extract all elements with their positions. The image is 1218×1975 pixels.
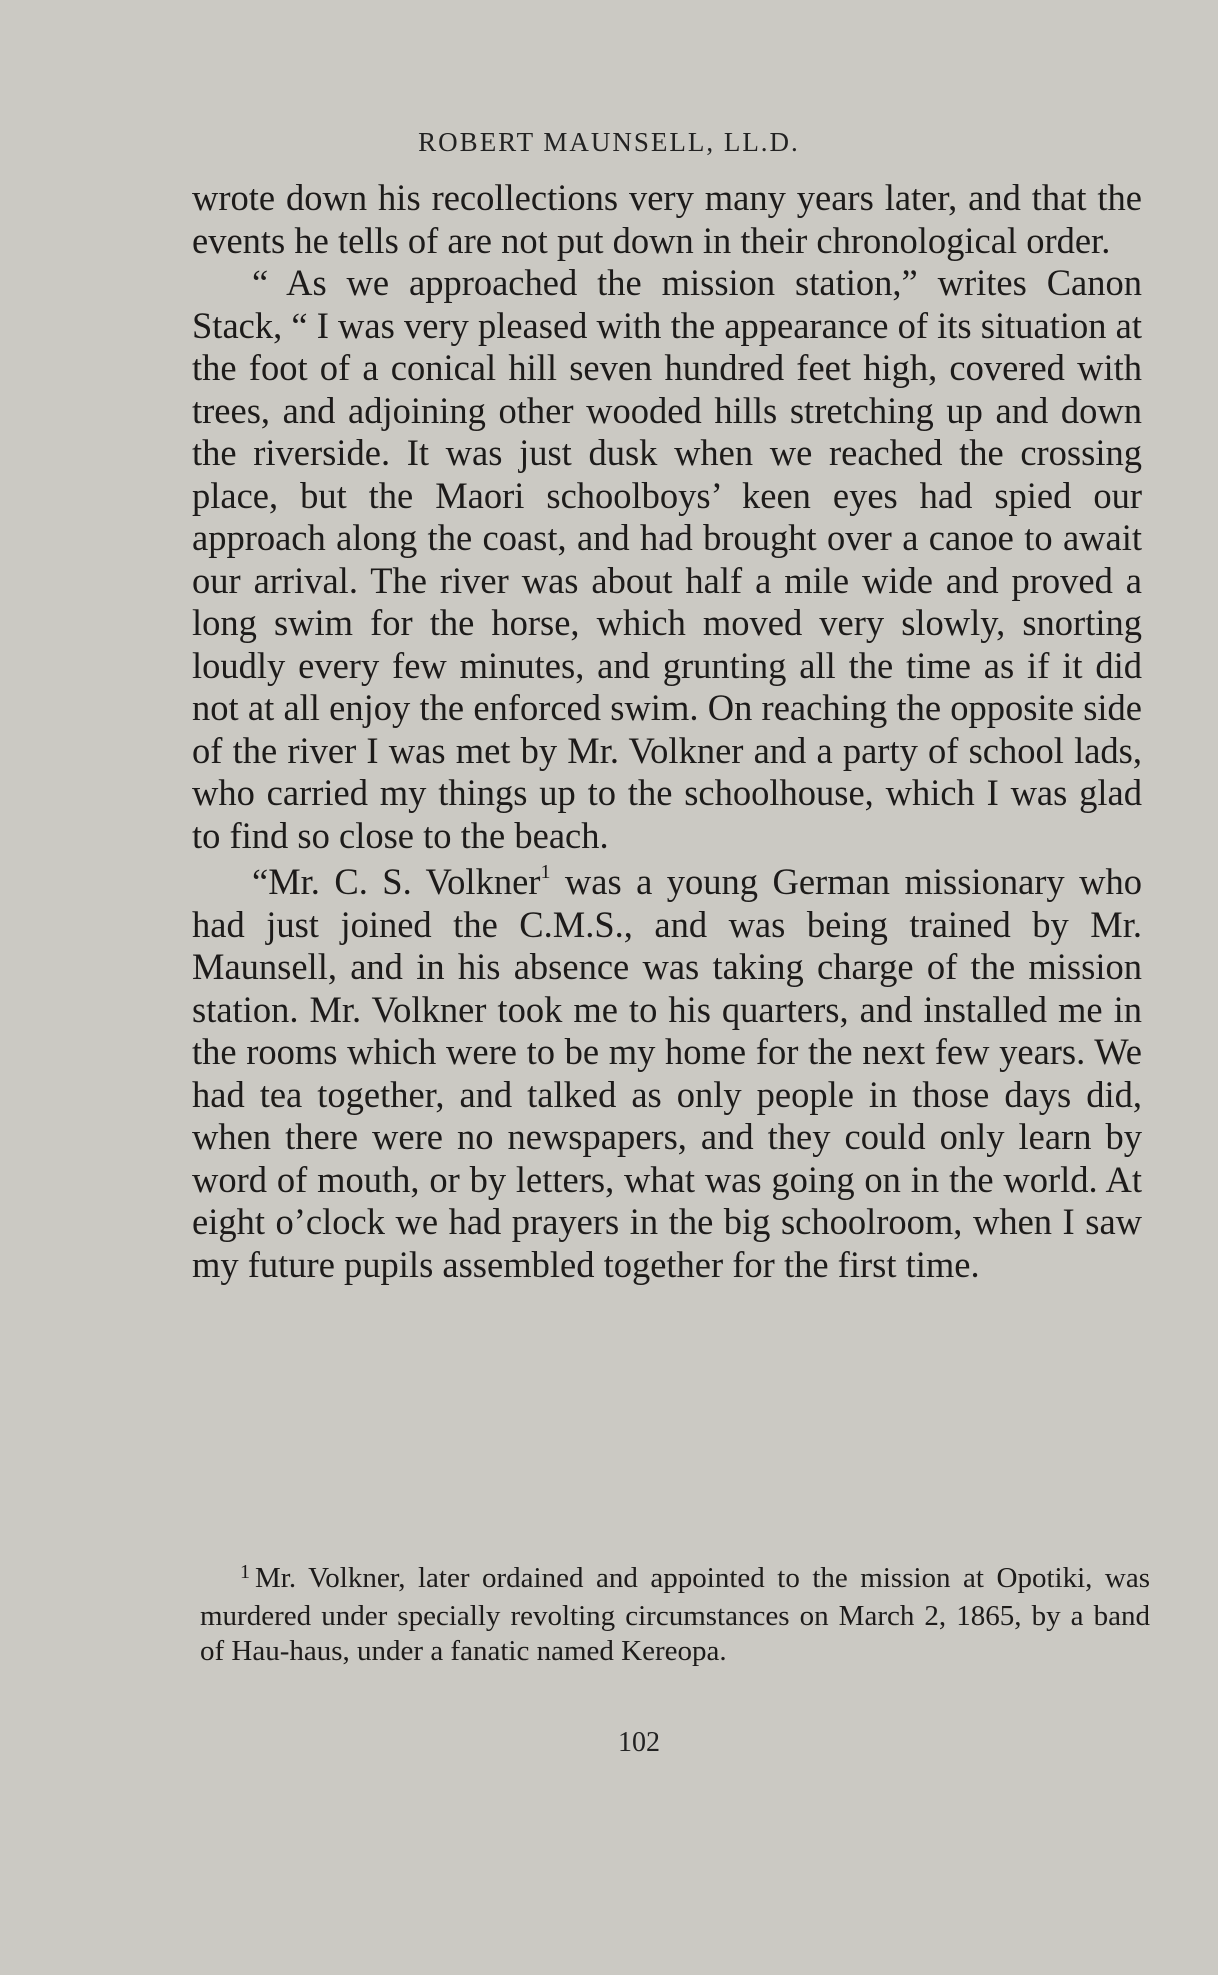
paragraph-continuation: wrote down his recollections very many years later, and that the events he tells of are not put down in their chronological order.: [192, 177, 1142, 261]
paragraph-volkner-rest: was a young German missionary who had just joined the C.M.S., and was being trained by Mr. Maunsell, and in his absence was taking charge of the mission station. Mr. Volkner took me to his quarters, and installed me in the rooms which were to be my home for the next few years. We had tea together, and talked as only people in those days did, when there were no newspapers, and they could only learn by word of mouth, or by letters, what was going on in the world. At eight o’clock we had prayers in the big schoolroom, when I saw my future pupils assembled together for the first time.: [192, 861, 1142, 1285]
footnote-text: Mr. Volkner, later ordained and appointed to the mission at Opotiki, was murdered under specially revolting circumstances on March 2, 1865, by a band of Hau-haus, under a fanatic named Kereopa.: [200, 1562, 1150, 1667]
page-number: 102: [618, 1727, 660, 1758]
footnote-reference: 1: [540, 860, 551, 883]
paragraph-volkner-lead: “Mr. C. S. Volkner: [252, 861, 541, 902]
running-head: ROBERT MAUNSELL, LL.D.: [418, 127, 800, 157]
body-text: [192, 177, 1142, 1286]
paragraph-stack-quote: “ As we approached the mission station,” writes Canon Stack, “ I was very pleased with the appearance of its situation at the foot of a conical hill seven hundred feet high, covered with trees, and adjoining other wooded hills stretching up and down the riverside. It was just dusk when we reached the crossing place, but the Maori schoolboys’ keen eyes had spied our approach along the coast, and had brought over a canoe to await our arrival. The river was about half a mile wide and proved a long swim for the horse, which moved very slowly, snorting loudly every few minutes, and grunting all the time as if it did not at all enjoy the enforced swim. On reaching the opposite side of the river I was met by Mr. Volkner and a party of school lads, who carried my things up to the schoolhouse, which I was glad to find so close to the beach.: [192, 262, 1142, 856]
footnote: [200, 1561, 1150, 1669]
paragraph-volkner: [192, 861, 1142, 1286]
footnote-marker: 1: [240, 1561, 250, 1583]
